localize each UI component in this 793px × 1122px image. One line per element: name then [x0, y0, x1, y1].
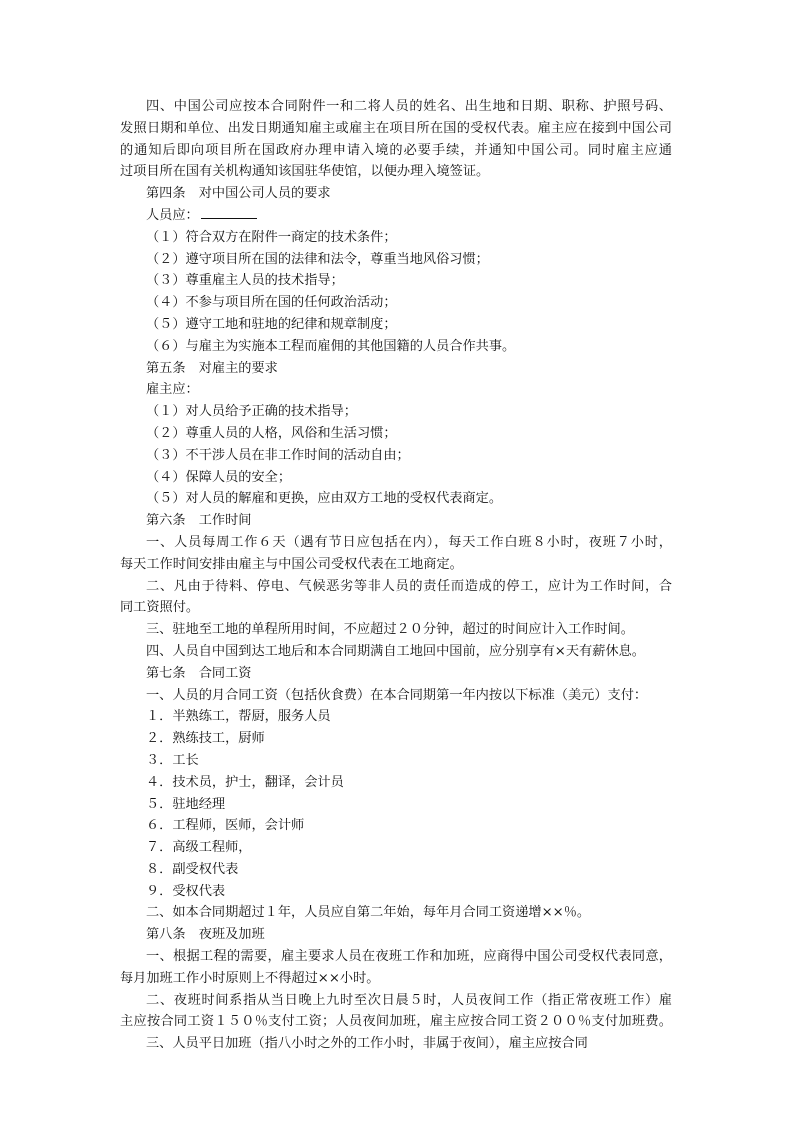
list-item: （５）遵守工地和驻地的纪律和规章制度；	[146, 316, 397, 332]
list-item: 四、人员自中国到达工地后和本合同期满自工地回中国前，应分别享有×天有薪休息。	[146, 643, 645, 659]
list-item: （１）对人员给予正确的技术指导；	[146, 404, 357, 420]
paragraph-line: 二、凡由于待料、停电、气候恶劣等非人员的责任而造成的停工，应计为工作时间，合	[146, 578, 672, 594]
list-item: 雇主应：	[146, 382, 199, 398]
list-intro: 人员应：	[120, 205, 672, 227]
list-item: ４．技术员，护士，翻译，会计员	[146, 774, 344, 790]
paragraph-line: 发照日期和单位、出发日期通知雇主或雇主在项目所在国的受权代表。雇主应在接到中国公司	[120, 120, 672, 136]
list-item: ３．工长	[146, 752, 199, 768]
fill-in-blank	[201, 205, 257, 219]
list-item: 三、驻地至工地的单程所用时间，不应超过２０分钟，超过的时间应计入工作时间。	[146, 622, 634, 638]
article-heading: 第七条 合同工资	[146, 665, 252, 681]
paragraph-line: 的通知后即向项目所在国政府办理申请入境的必要手续，并通知中国公司。同时雇主应通	[120, 142, 672, 158]
article-heading: 第八条 夜班及加班	[146, 927, 265, 943]
article-heading: 第四条 对中国公司人员的要求	[146, 186, 331, 202]
list-item: （６）与雇主为实施本工程而雇佣的其他国籍的人员合作共事。	[146, 338, 516, 354]
list-item: （２）遵守项目所在国的法律和法令，尊重当地风俗习惯；	[146, 251, 489, 267]
paragraph-line: 同工资照付。	[120, 600, 200, 616]
list-item: （４）保障人员的安全；	[146, 469, 292, 485]
list-item: ７．高级工程师，	[146, 840, 252, 856]
document-page	[120, 96, 672, 1055]
paragraph-line: 过项目所在国有关机构通知该国驻华使馆，以便办理入境签证。	[120, 164, 490, 180]
paragraph-line: 四、中国公司应按本合同附件一和二将人员的姓名、出生地和日期、职称、护照号码、	[146, 99, 672, 114]
list-item: （３）不干涉人员在非工作时间的活动自由；	[146, 447, 410, 463]
list-item: 三、人员平日加班（指八小时之外的工作小时，非属于夜间），雇主应按合同	[146, 1036, 588, 1052]
list-item: １．半熟练工，帮厨，服务人员	[146, 709, 331, 725]
list-item: ２．熟练技工，厨师	[146, 731, 265, 747]
paragraph-line: 主应按合同工资１５０％支付工资；人员夜间加班，雇主应按合同工资２００％支付加班费。	[120, 1014, 672, 1030]
list-item: 二、如本合同期超过１年，人员应自第二年始，每年月合同工资递增××％。	[146, 905, 591, 921]
list-item: ５．驻地经理	[146, 796, 226, 812]
list-item: （５）对人员的解雇和更换，应由双方工地的受权代表商定。	[146, 491, 503, 507]
paragraph-line: 一、人员每周工作６天（遇有节日应包括在内），每天工作白班８小时，夜班７小时，	[146, 534, 672, 550]
list-item: （３）尊重雇主人员的技术指导；	[146, 273, 344, 289]
paragraph-line: 一、根据工程的需要，雇主要求人员在夜班工作和加班，应商得中国公司受权代表同意，	[146, 949, 672, 965]
list-item: （４）不参与项目所在国的任何政治活动；	[146, 295, 397, 311]
list-item: ６．工程师，医师，会计师	[146, 818, 305, 834]
article-heading: 第六条 工作时间	[146, 513, 252, 529]
list-item: ９．受权代表	[146, 883, 226, 899]
list-item: ８．副受权代表	[146, 861, 239, 877]
list-item: （２）尊重人员的人格，风俗和生活习惯；	[146, 425, 397, 441]
paragraph-line: 每月加班工作小时原则上不得超过××小时。	[120, 970, 380, 986]
list-item: （１）符合双方在附件一商定的技术条件；	[146, 229, 397, 245]
list-item: 一、人员的月合同工资（包括伙食费）在本合同期第一年内按以下标准（美元）支付：	[146, 687, 648, 703]
paragraph-line: 每天工作时间安排由雇主与中国公司受权代表在工地商定。	[120, 556, 463, 572]
article-heading: 第五条 对雇主的要求	[146, 360, 278, 376]
paragraph-line: 二、夜班时间系指从当日晚上九时至次日晨５时，人员夜间工作（指正常夜班工作）雇	[146, 992, 672, 1008]
